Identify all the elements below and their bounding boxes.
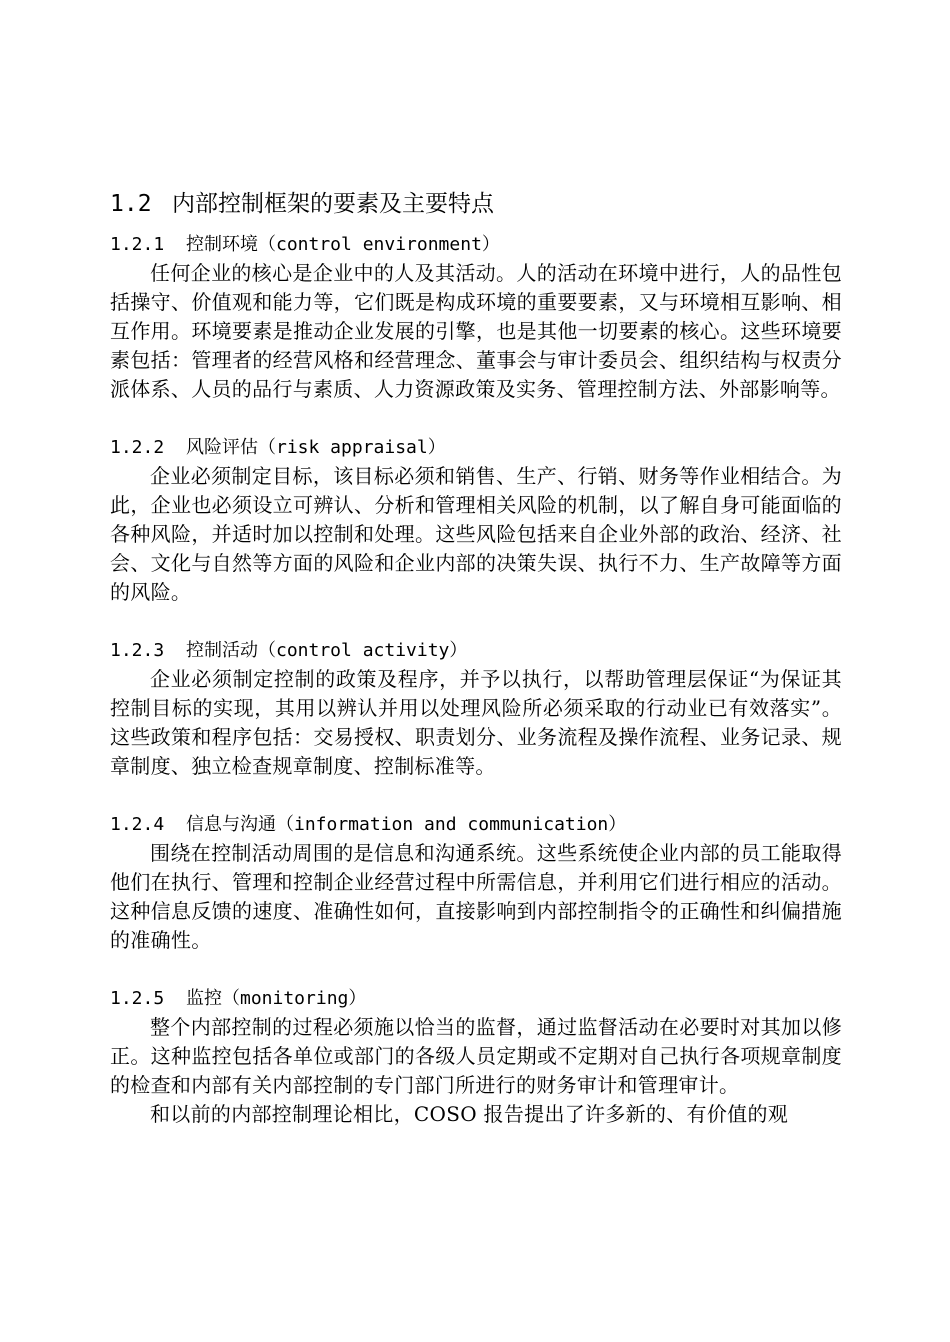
document-page bbox=[110, 186, 842, 1129]
section-number: 1.2 bbox=[110, 191, 152, 217]
subsection-title: 控制活动（control activity） bbox=[186, 640, 468, 661]
subsection-number: 1.2.2 bbox=[110, 437, 165, 458]
closing-paragraph: 和以前的内部控制理论相比，COSO 报告提出了许多新的、有价值的观 bbox=[150, 1102, 789, 1126]
section-heading bbox=[110, 186, 842, 222]
subsection-title: 监控（monitoring） bbox=[186, 988, 367, 1009]
subsection-number: 1.2.1 bbox=[110, 234, 165, 255]
subsection-number: 1.2.5 bbox=[110, 988, 165, 1009]
subsection-body: 企业必须制定控制的政策及程序，并予以执行，以帮助管理层保证“为保证其控制目标的实现，其用以辨认并用以处理风险所必须采取的行动业已有效落实”。这些政策和程序包括：交易授权、职责划分、业务流程及操作流程、业务记录、规章制度、独立检查规章制度、控制标准等。 bbox=[110, 667, 842, 778]
subsection-heading bbox=[110, 984, 842, 1013]
subsection-information-communication bbox=[110, 810, 842, 955]
subsection-heading bbox=[110, 810, 842, 839]
subsection-control-environment bbox=[110, 230, 842, 404]
subsection-number: 1.2.3 bbox=[110, 640, 165, 661]
subsection-heading bbox=[110, 230, 842, 259]
paragraph-gap bbox=[110, 781, 842, 810]
subsection-title: 风险评估（risk appraisal） bbox=[186, 437, 446, 458]
subsection-risk-appraisal bbox=[110, 433, 842, 607]
subsection-body: 任何企业的核心是企业中的人及其活动。人的活动在环境中进行，人的品性包括操守、价值观和能力等，它们既是构成环境的重要要素，又与环境相互影响、相互作用。环境要素是推动企业发展的引擎，也是其他一切要素的核心。这些环境要素包括：管理者的经营风格和经营理念、董事会与审计委员会、组织结构与权责分派体系、人员的品行与素质、人力资源政策及实务、管理控制方法、外部影响等。 bbox=[110, 261, 842, 401]
paragraph-gap bbox=[110, 607, 842, 636]
subsection-heading bbox=[110, 433, 842, 462]
subsection-title: 信息与沟通（information and communication） bbox=[186, 814, 627, 835]
subsection-title: 控制环境（control environment） bbox=[186, 234, 500, 255]
subsection-body: 整个内部控制的过程必须施以恰当的监督，通过监督活动在必要时对其加以修正。这种监控包括各单位或部门的各级人员定期或不定期对自己执行各项规章制度的检查和内部有关内部控制的专门部门所进行的财务审计和管理审计。 bbox=[110, 1015, 842, 1097]
paragraph-gap bbox=[110, 955, 842, 984]
section-title: 内部控制框架的要素及主要特点 bbox=[172, 191, 494, 217]
subsection-monitoring bbox=[110, 984, 842, 1100]
subsection-heading bbox=[110, 636, 842, 665]
subsection-number: 1.2.4 bbox=[110, 814, 165, 835]
subsection-body: 企业必须制定目标，该目标必须和销售、生产、行销、财务等作业相结合。为此，企业也必须设立可辨认、分析和管理相关风险的机制，以了解自身可能面临的各种风险，并适时加以控制和处理。这些风险包括来自企业外部的政治、经济、社会、文化与自然等方面的风险和企业内部的决策失误、执行不力、生产故障等方面的风险。 bbox=[110, 464, 842, 604]
subsection-control-activity bbox=[110, 636, 842, 781]
subsection-body: 围绕在控制活动周围的是信息和沟通系统。这些系统使企业内部的员工能取得他们在执行、管理和控制企业经营过程中所需信息，并利用它们进行相应的活动。这种信息反馈的速度、准确性如何，直接影响到内部控制指令的正确性和纠偏措施的准确性。 bbox=[110, 841, 842, 952]
paragraph-gap bbox=[110, 404, 842, 433]
